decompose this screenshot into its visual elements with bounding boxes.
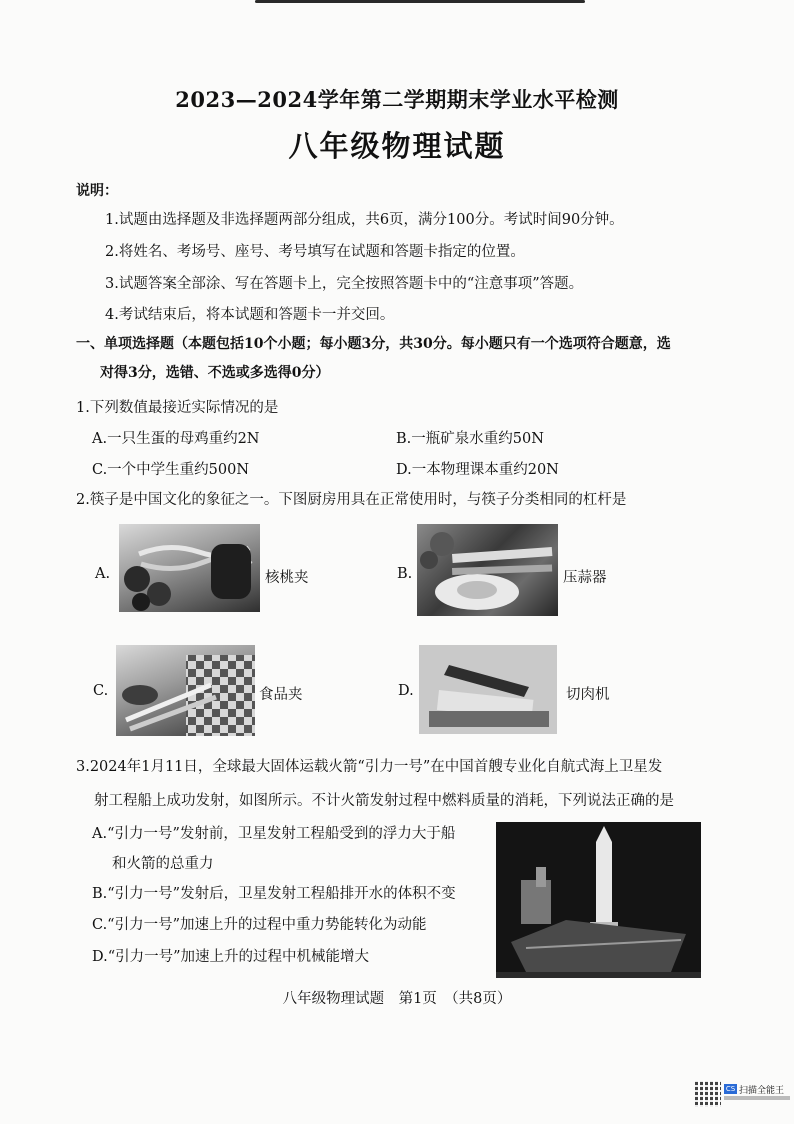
scanner-watermark	[724, 1082, 790, 1106]
question-1-stem: 1.下列数值最接近实际情况的是	[76, 400, 279, 416]
q3-option-a-cont: 和火箭的总重力	[112, 856, 214, 872]
q2-option-b-letter: B.	[397, 566, 413, 582]
food-tongs-photo	[116, 645, 255, 736]
q2-option-a-letter: A.	[95, 566, 111, 582]
scanner-badge-subline	[724, 1096, 790, 1100]
question-2-stem: 2.筷子是中国文化的象征之一。下图厨房用具在正常使用时，与筷子分类相同的杠杆是	[76, 492, 627, 508]
subject-title: 八年级物理试题	[288, 129, 506, 163]
instruction-item: 4.考试结束后，将本试题和答题卡一并交回。	[105, 307, 395, 323]
instructions-label: 说明：	[76, 183, 118, 199]
meat-slicer-photo	[419, 645, 557, 734]
instruction-item: 1.试题由选择题及非选择题两部分组成，共6页，满分100分。考试时间90分钟。	[105, 212, 624, 228]
instruction-item: 3.试题答案全部涂、写在答题卡上，完全按照答题卡中的“注意事项”答题。	[105, 276, 584, 292]
scanner-logo: CS	[725, 1085, 736, 1093]
q3-option-c: C.“引力一号”加速上升的过程中重力势能转化为动能	[92, 917, 427, 933]
rocket-ship-photo	[496, 822, 701, 978]
q3-option-b: B.“引力一号”发射后，卫星发射工程船排开水的体积不变	[92, 886, 456, 902]
q3-option-a: A.“引力一号”发射前，卫星发射工程船受到的浮力大于船	[92, 826, 456, 842]
section-heading: 一、单项选择题（本题包括10个小题；每小题3分，共30分。每小题只有一个选项符合题意，选	[76, 336, 671, 352]
instruction-item: 2.将姓名、考场号、座号、考号填写在试题和答题卡指定的位置。	[105, 244, 525, 260]
question-3-stem-cont: 射工程船上成功发射，如图所示。不计火箭发射过程中燃料质量的消耗，下列说法正确的是	[94, 793, 674, 809]
q2-option-d-caption: 切肉机	[566, 687, 610, 703]
question-3-stem: 3.2024年1月11日，全球最大固体运载火箭“引力一号”在中国首艘专业化自航式海上卫星发	[76, 759, 663, 775]
q2-option-b-caption: 压蒜器	[563, 570, 607, 586]
q2-option-d-letter: D.	[398, 683, 414, 699]
scanner-badge-text: 扫描全能王	[739, 1086, 785, 1096]
page-footer: 八年级物理试题 第1页 （共8页）	[282, 991, 512, 1007]
q1-option-c: C.一个中学生重约500N	[92, 462, 250, 478]
q3-option-d: D.“引力一号”加速上升的过程中机械能增大	[92, 949, 370, 965]
garlic-press-photo	[417, 524, 558, 616]
q1-option-b: B.一瓶矿泉水重约50N	[396, 431, 544, 447]
q1-option-a: A.一只生蛋的母鸡重约2N	[92, 431, 260, 447]
section-heading-cont: 对得3分，选错、不选或多选得0分）	[100, 365, 330, 381]
top-edge-smudge	[255, 0, 585, 3]
qr-code-icon	[695, 1081, 721, 1107]
exam-title: 2023—2024学年第二学期期末学业水平检测	[175, 87, 619, 112]
q2-option-c-letter: C.	[93, 683, 109, 699]
q2-option-a-caption: 核桃夹	[265, 570, 309, 586]
q1-option-d: D.一本物理课本重约20N	[396, 462, 559, 478]
q2-option-c-caption: 食品夹	[259, 687, 303, 703]
walnut-cracker-photo	[119, 524, 260, 612]
